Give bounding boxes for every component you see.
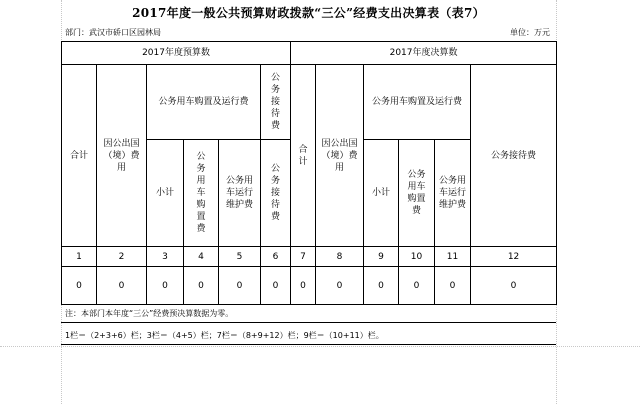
budget-vehicle-operation-header: 公务用车运行维护费 <box>219 140 261 247</box>
value-cell: 0 <box>435 267 471 305</box>
final-total-header: 合计 <box>291 65 316 247</box>
col-number: 6 <box>261 247 291 267</box>
budget-vehicle-group-header: 公务用车购置及运行费 <box>147 65 261 140</box>
note-divider <box>61 322 556 323</box>
department-label: 部门：武汉市硚口区园林局 <box>65 28 161 37</box>
value-cell: 0 <box>316 267 364 305</box>
col-number: 11 <box>435 247 471 267</box>
col-number: 9 <box>364 247 399 267</box>
value-cell: 0 <box>291 267 316 305</box>
col-number: 1 <box>62 247 97 267</box>
budget-group-header: 2017年度预算数 <box>62 42 291 65</box>
value-cell: 0 <box>261 267 291 305</box>
unit-label: 单位：万元 <box>510 28 550 37</box>
final-abroad-header: 因公出国（境）费用 <box>316 65 364 247</box>
value-cell: 0 <box>97 267 147 305</box>
budget-reception-header-2: 公务接待费 <box>261 140 291 247</box>
final-vehicle-group-header: 公务用车购置及运行费 <box>364 65 471 140</box>
value-cell: 0 <box>62 267 97 305</box>
value-cell: 0 <box>184 267 219 305</box>
value-cell: 0 <box>219 267 261 305</box>
budget-reception-header: 公务接待费 <box>261 65 291 140</box>
col-number: 2 <box>97 247 147 267</box>
three-public-expenses-table <box>61 41 557 305</box>
col-number: 4 <box>184 247 219 267</box>
col-number: 12 <box>471 247 557 267</box>
budget-subtotal-header: 小计 <box>147 140 184 247</box>
budget-total-header: 合计 <box>62 65 97 247</box>
header-row-1 <box>62 65 557 140</box>
value-cell: 0 <box>364 267 399 305</box>
col-number: 10 <box>399 247 435 267</box>
col-number: 7 <box>291 247 316 267</box>
value-cell: 0 <box>147 267 184 305</box>
final-vehicle-purchase-header: 公务用车购置费 <box>399 140 435 247</box>
col-number: 3 <box>147 247 184 267</box>
col-number: 5 <box>219 247 261 267</box>
report-title: 2017年度一般公共预算财政拨款“三公”经费支出决算表（表7） <box>132 6 485 20</box>
value-cell: 0 <box>399 267 435 305</box>
col-number: 8 <box>316 247 364 267</box>
group-header-row <box>62 42 557 65</box>
margin-guide-bottom <box>0 346 640 347</box>
final-subtotal-header: 小计 <box>364 140 399 247</box>
budget-vehicle-purchase-header: 公务用车购置费 <box>184 140 219 247</box>
bottom-rule <box>61 344 556 345</box>
value-cell: 0 <box>471 267 557 305</box>
final-vehicle-operation-header: 公务用车运行维护费 <box>435 140 471 247</box>
final-reception-header: 公务接待费 <box>471 65 557 247</box>
budget-abroad-header: 因公出国（境）费用 <box>97 65 147 247</box>
note-zero-data: 注：本部门本年度“三公”经费预决算数据为零。 <box>65 309 234 318</box>
note-column-formula: 1栏＝（2+3+6）栏；3栏＝（4+5）栏；7栏＝（8+9+12）栏；9栏＝（10+11）栏。 <box>65 331 384 340</box>
column-number-row <box>62 247 557 267</box>
final-group-header: 2017年度决算数 <box>291 42 557 65</box>
value-row <box>62 267 557 305</box>
